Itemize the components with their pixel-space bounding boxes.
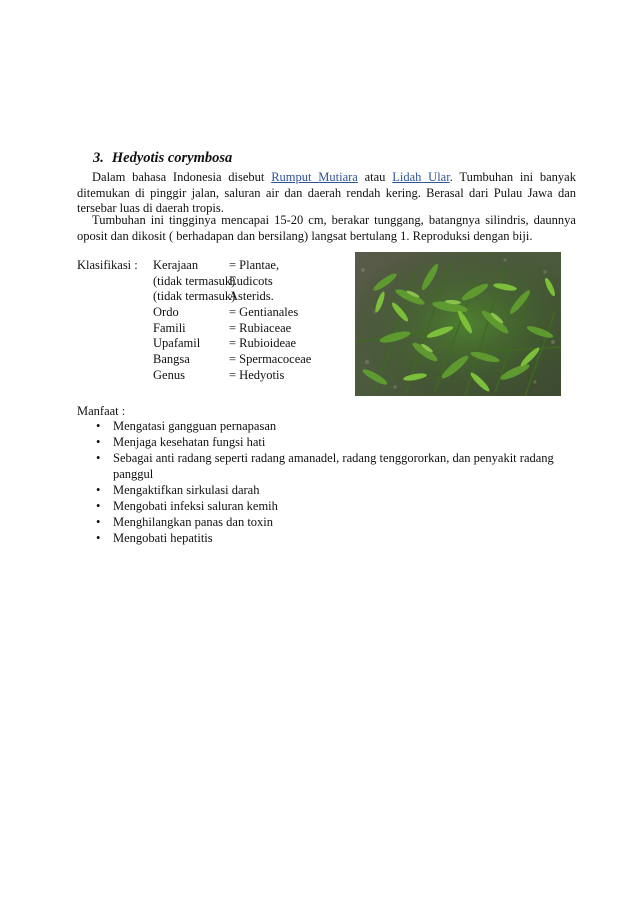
- bullet-icon: •: [96, 482, 101, 497]
- klasifikasi-key: Bangsa: [153, 352, 190, 367]
- list-item-text: Sebagai anti radang seperti radang amanadel, radang tenggororkan, dan penyakit radang panggul: [113, 451, 554, 481]
- list-item-text: Mengaktifkan sirkulasi darah: [113, 482, 260, 497]
- link-lidah-ular[interactable]: Lidah Ular: [392, 170, 450, 184]
- bullet-icon: •: [96, 419, 101, 433]
- list-item: [95, 483, 575, 499]
- list-item-text: Mengatasi gangguan pernapasan: [113, 419, 277, 433]
- section-heading: [93, 151, 232, 167]
- list-item-text: Menjaga kesehatan fungsi hati: [113, 435, 266, 450]
- klasifikasi-key: Genus: [153, 367, 185, 382]
- klasifikasi-key: (tidak termasuk): [153, 273, 236, 288]
- list-item-text: Menghilangkan panas dan toxin: [113, 514, 274, 529]
- plant-photo: [355, 252, 561, 396]
- list-item: [95, 435, 575, 451]
- paragraph-intro-text-2: atau: [357, 170, 393, 184]
- list-item: [95, 515, 575, 531]
- klasifikasi-key: Famili: [153, 320, 186, 335]
- klasifikasi-value: Asterids.: [229, 289, 274, 304]
- paragraph-intro-text-3: . Tumbuhan ini banyak ditemukan di pinggir jalan, saluran air dan daerah rendah kering. Berasal dari Pulau Jawa dan tersebar luas di daerah tropis.: [77, 170, 576, 215]
- klasifikasi-key: Ordo: [153, 305, 179, 320]
- klasifikasi-value: = Rubioideae: [229, 336, 297, 351]
- klasifikasi-value: = Spermacoceae: [229, 352, 312, 367]
- section-title: Hedyotis corymbosa: [111, 150, 233, 166]
- manfaat-list: [95, 419, 575, 547]
- klasifikasi-key: Upafamil: [153, 336, 201, 351]
- paragraph-description: Tumbuhan ini tingginya mencapai 15-20 cm, berakar tunggang, batangnya silindris, daunnya oposit dan dikosit ( berhadapan dan bersilang) langsat bertulang 1. Reproduksi dengan biji.: [77, 213, 576, 243]
- klasifikasi-label: Klasifikasi :: [77, 258, 138, 272]
- list-item: [95, 531, 575, 547]
- bullet-icon: •: [96, 498, 101, 513]
- klasifikasi-value: Eudicots: [229, 273, 273, 288]
- link-rumput-mutiara[interactable]: Rumput Mutiara: [271, 170, 358, 184]
- paragraph-intro: [77, 170, 576, 217]
- bullet-icon: •: [96, 514, 101, 529]
- list-item: [95, 499, 575, 515]
- klasifikasi-value: = Gentianales: [229, 305, 299, 320]
- manfaat-label: Manfaat :: [77, 404, 126, 418]
- paragraph-intro-text-1: Dalam bahasa Indonesia disebut: [92, 170, 272, 184]
- bullet-icon: •: [96, 451, 101, 466]
- list-item: [95, 419, 575, 435]
- klasifikasi-key: (tidak termasuk): [153, 289, 236, 304]
- klasifikasi-value: = Plantae,: [229, 258, 280, 272]
- list-item: [95, 451, 575, 482]
- klasifikasi-value: = Hedyotis: [229, 367, 285, 382]
- bullet-icon: •: [96, 435, 101, 450]
- klasifikasi-key: Kerajaan: [153, 258, 199, 272]
- list-item-text: Mengobati hepatitis: [113, 531, 213, 546]
- list-item-text: Mengobati infeksi saluran kemih: [113, 498, 278, 513]
- section-number: 3.: [93, 150, 104, 166]
- klasifikasi-value: = Rubiaceae: [229, 320, 292, 335]
- bullet-icon: •: [96, 531, 101, 546]
